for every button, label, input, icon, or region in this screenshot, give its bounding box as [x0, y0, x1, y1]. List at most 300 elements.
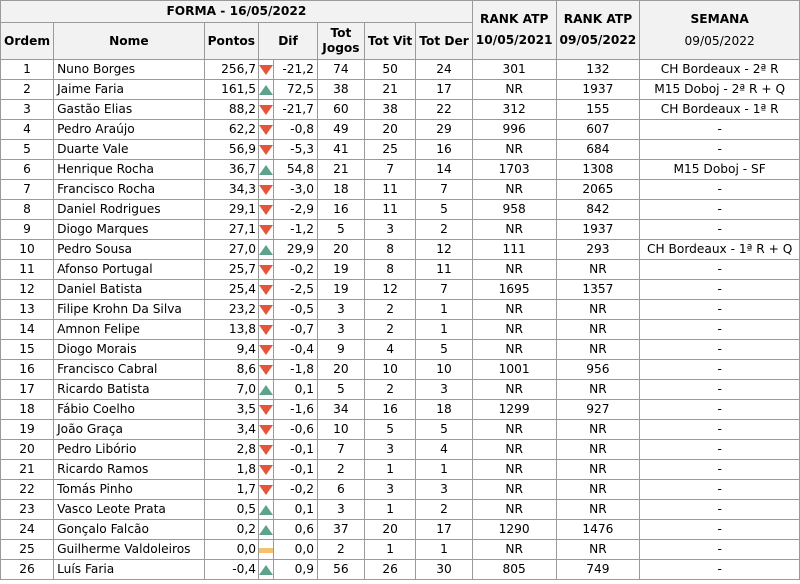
player-name: Filipe Krohn Da Silva — [54, 300, 205, 320]
rank-2022-cell: NR — [556, 440, 640, 460]
table-row — [1, 160, 800, 180]
triangle-up-icon — [259, 240, 274, 260]
tot-der-cell: 22 — [416, 100, 473, 120]
dif-cell: -3,0 — [274, 180, 318, 200]
tot-der-cell: 14 — [416, 160, 473, 180]
dif-cell: 72,5 — [274, 80, 318, 100]
tot-der-cell: 1 — [416, 540, 473, 560]
table-row — [1, 460, 800, 480]
semana-cell: - — [640, 220, 800, 240]
dif-cell: -0,6 — [274, 420, 318, 440]
dif-cell: -0,1 — [274, 440, 318, 460]
tot-jogos-cell: 41 — [317, 140, 364, 160]
rank-2021-cell: NR — [472, 180, 556, 200]
tot-der-cell: 10 — [416, 360, 473, 380]
ordem-cell: 24 — [1, 520, 54, 540]
ordem-cell: 5 — [1, 140, 54, 160]
triangle-up-icon — [259, 160, 274, 180]
ordem-cell: 19 — [1, 420, 54, 440]
ordem-cell: 8 — [1, 200, 54, 220]
col-nome: Nome — [54, 23, 205, 60]
ordem-cell: 6 — [1, 160, 54, 180]
dif-cell: 0,9 — [274, 560, 318, 580]
player-name: Luís Faria — [54, 560, 205, 580]
tot-der-cell: 2 — [416, 220, 473, 240]
table-row — [1, 400, 800, 420]
player-name: Henrique Rocha — [54, 160, 205, 180]
tot-jogos-cell: 34 — [317, 400, 364, 420]
tot-vit-cell: 5 — [364, 420, 415, 440]
tot-vit-cell: 1 — [364, 500, 415, 520]
tot-vit-cell: 38 — [364, 100, 415, 120]
semana-cell: - — [640, 300, 800, 320]
rank-atp-2021-header — [472, 1, 556, 60]
tot-jogos-cell: 9 — [317, 340, 364, 360]
tot-der-cell: 12 — [416, 240, 473, 260]
triangle-down-icon — [259, 440, 274, 460]
triangle-down-icon — [259, 420, 274, 440]
rank-2021-cell: NR — [472, 420, 556, 440]
player-name: Tomás Pinho — [54, 480, 205, 500]
rank-2021-cell: NR — [472, 340, 556, 360]
pontos-cell: 0,5 — [204, 500, 258, 520]
semana-cell: - — [640, 500, 800, 520]
table-row — [1, 320, 800, 340]
dif-cell: 0,1 — [274, 500, 318, 520]
player-name: Gonçalo Falcão — [54, 520, 205, 540]
rank-2022-cell: NR — [556, 540, 640, 560]
pontos-cell: 27,1 — [204, 220, 258, 240]
semana-date: 09/05/2022 — [684, 34, 755, 48]
rank-2021-cell: 805 — [472, 560, 556, 580]
player-name: Francisco Rocha — [54, 180, 205, 200]
pontos-cell: 88,2 — [204, 100, 258, 120]
tot-vit-cell: 16 — [364, 400, 415, 420]
ordem-cell: 12 — [1, 280, 54, 300]
pontos-cell: 25,7 — [204, 260, 258, 280]
tot-jogos-cell: 49 — [317, 120, 364, 140]
semana-cell: - — [640, 180, 800, 200]
tot-vit-cell: 1 — [364, 540, 415, 560]
semana-cell: - — [640, 520, 800, 540]
dif-cell: -0,7 — [274, 320, 318, 340]
rank-2021-cell: 1001 — [472, 360, 556, 380]
ordem-cell: 26 — [1, 560, 54, 580]
rank-date-2022: 09/05/2022 — [559, 33, 637, 47]
table-row — [1, 360, 800, 380]
dif-cell: -2,5 — [274, 280, 318, 300]
triangle-up-icon — [259, 80, 274, 100]
tot-der-cell: 17 — [416, 80, 473, 100]
pontos-cell: 56,9 — [204, 140, 258, 160]
rank-2021-cell: NR — [472, 80, 556, 100]
player-name: Daniel Rodrigues — [54, 200, 205, 220]
tot-jogos-cell: 16 — [317, 200, 364, 220]
triangle-down-icon — [259, 200, 274, 220]
col-ordem: Ordem — [1, 23, 54, 60]
ordem-cell: 25 — [1, 540, 54, 560]
triangle-down-icon — [259, 60, 274, 80]
triangle-down-icon — [259, 260, 274, 280]
ordem-cell: 7 — [1, 180, 54, 200]
pontos-cell: 9,4 — [204, 340, 258, 360]
semana-header — [640, 1, 800, 60]
player-name: Vasco Leote Prata — [54, 500, 205, 520]
player-name: Afonso Portugal — [54, 260, 205, 280]
tot-der-cell: 5 — [416, 340, 473, 360]
rank-2022-cell: NR — [556, 460, 640, 480]
triangle-down-icon — [259, 280, 274, 300]
tot-der-cell: 11 — [416, 260, 473, 280]
player-name: Daniel Batista — [54, 280, 205, 300]
tot-jogos-cell: 21 — [317, 160, 364, 180]
pontos-cell: 161,5 — [204, 80, 258, 100]
tot-der-cell: 1 — [416, 460, 473, 480]
tot-der-cell: 1 — [416, 320, 473, 340]
table-row — [1, 440, 800, 460]
tot-der-cell: 18 — [416, 400, 473, 420]
pontos-cell: 256,7 — [204, 60, 258, 80]
table-row — [1, 480, 800, 500]
ordem-cell: 17 — [1, 380, 54, 400]
rank-2021-cell: 958 — [472, 200, 556, 220]
dif-cell: 0,6 — [274, 520, 318, 540]
semana-cell: - — [640, 540, 800, 560]
ordem-cell: 13 — [1, 300, 54, 320]
dif-cell: -0,2 — [274, 260, 318, 280]
flat-bar-icon — [259, 540, 274, 560]
pontos-cell: 7,0 — [204, 380, 258, 400]
tot-jogos-cell: 19 — [317, 280, 364, 300]
rank-2022-cell: NR — [556, 260, 640, 280]
triangle-down-icon — [259, 480, 274, 500]
tot-der-cell: 1 — [416, 300, 473, 320]
forma-title: FORMA - 16/05/2022 — [1, 1, 473, 23]
tot-der-cell: 3 — [416, 380, 473, 400]
player-name: Diogo Morais — [54, 340, 205, 360]
semana-label: SEMANA — [690, 12, 749, 26]
player-name: Diogo Marques — [54, 220, 205, 240]
tot-vit-cell: 8 — [364, 260, 415, 280]
table-row — [1, 540, 800, 560]
tot-vit-cell: 2 — [364, 300, 415, 320]
tot-jogos-cell: 19 — [317, 260, 364, 280]
table-row — [1, 520, 800, 540]
tot-der-cell: 7 — [416, 180, 473, 200]
semana-cell: M15 Doboj - 2ª R + Q — [640, 80, 800, 100]
rank-2022-cell: 1357 — [556, 280, 640, 300]
tot-der-cell: 3 — [416, 480, 473, 500]
player-name: Jaime Faria — [54, 80, 205, 100]
rank-2022-cell: 1308 — [556, 160, 640, 180]
tot-jogos-cell: 37 — [317, 520, 364, 540]
player-name: Fábio Coelho — [54, 400, 205, 420]
tot-vit-cell: 8 — [364, 240, 415, 260]
dif-cell: 0,1 — [274, 380, 318, 400]
rank-atp-2022-header — [556, 1, 640, 60]
pontos-cell: 2,8 — [204, 440, 258, 460]
rank-2021-cell: 312 — [472, 100, 556, 120]
triangle-down-icon — [259, 360, 274, 380]
ordem-cell: 18 — [1, 400, 54, 420]
col-tot-der: Tot Der — [416, 23, 473, 60]
triangle-down-icon — [259, 400, 274, 420]
tot-der-cell: 30 — [416, 560, 473, 580]
table-row — [1, 380, 800, 400]
rank-2021-cell: NR — [472, 500, 556, 520]
tot-vit-cell: 10 — [364, 360, 415, 380]
rank-2022-cell: NR — [556, 320, 640, 340]
table-row — [1, 120, 800, 140]
pontos-cell: 23,2 — [204, 300, 258, 320]
pontos-cell: -0,4 — [204, 560, 258, 580]
ordem-cell: 23 — [1, 500, 54, 520]
rank-2022-cell: NR — [556, 420, 640, 440]
semana-cell: CH Bordeaux - 2ª R — [640, 60, 800, 80]
dif-cell: -2,9 — [274, 200, 318, 220]
semana-cell: - — [640, 440, 800, 460]
rank-2022-cell: 956 — [556, 360, 640, 380]
ordem-cell: 4 — [1, 120, 54, 140]
ordem-cell: 21 — [1, 460, 54, 480]
semana-cell: - — [640, 420, 800, 440]
rank-2022-cell: 1476 — [556, 520, 640, 540]
rank-2022-cell: 927 — [556, 400, 640, 420]
dif-cell: -0,8 — [274, 120, 318, 140]
player-name: Ricardo Ramos — [54, 460, 205, 480]
rank-2021-cell: 1299 — [472, 400, 556, 420]
tot-jogos-cell: 60 — [317, 100, 364, 120]
pontos-cell: 8,6 — [204, 360, 258, 380]
tot-jogos-cell: 3 — [317, 320, 364, 340]
table-row — [1, 340, 800, 360]
pontos-cell: 0,0 — [204, 540, 258, 560]
rank-2021-cell: NR — [472, 320, 556, 340]
tot-jogos-cell: 5 — [317, 220, 364, 240]
rank-2021-cell: 1290 — [472, 520, 556, 540]
player-name: Gastão Elias — [54, 100, 205, 120]
rank-2021-cell: NR — [472, 440, 556, 460]
tot-jogos-cell: 3 — [317, 500, 364, 520]
dif-cell: -1,2 — [274, 220, 318, 240]
dif-cell: 54,8 — [274, 160, 318, 180]
semana-cell: - — [640, 400, 800, 420]
rank-2021-cell: 996 — [472, 120, 556, 140]
pontos-cell: 36,7 — [204, 160, 258, 180]
pontos-cell: 25,4 — [204, 280, 258, 300]
rank-2021-cell: NR — [472, 380, 556, 400]
table-row — [1, 500, 800, 520]
tot-vit-cell: 4 — [364, 340, 415, 360]
tot-jogos-cell: 56 — [317, 560, 364, 580]
ordem-cell: 11 — [1, 260, 54, 280]
ordem-cell: 3 — [1, 100, 54, 120]
dif-cell: -1,6 — [274, 400, 318, 420]
triangle-up-icon — [259, 380, 274, 400]
tot-vit-cell: 2 — [364, 380, 415, 400]
tot-jogos-cell: 38 — [317, 80, 364, 100]
pontos-cell: 62,2 — [204, 120, 258, 140]
tot-vit-cell: 12 — [364, 280, 415, 300]
rank-2021-cell: NR — [472, 540, 556, 560]
semana-cell: - — [640, 120, 800, 140]
rank-2022-cell: 1937 — [556, 80, 640, 100]
rank-2022-cell: 293 — [556, 240, 640, 260]
tot-jogos-cell: 10 — [317, 420, 364, 440]
player-name: Guilherme Valdoleiros — [54, 540, 205, 560]
tot-vit-cell: 21 — [364, 80, 415, 100]
semana-cell: - — [640, 480, 800, 500]
pontos-cell: 1,8 — [204, 460, 258, 480]
rank-date-2021: 10/05/2021 — [475, 33, 553, 47]
tot-der-cell: 5 — [416, 420, 473, 440]
rank-2021-cell: 301 — [472, 60, 556, 80]
tot-jogos-cell: 2 — [317, 540, 364, 560]
rank-2022-cell: NR — [556, 480, 640, 500]
table-row — [1, 420, 800, 440]
col-tot-jogos-line1: Tot — [330, 26, 352, 40]
pontos-cell: 13,8 — [204, 320, 258, 340]
pontos-cell: 34,3 — [204, 180, 258, 200]
tot-jogos-cell: 74 — [317, 60, 364, 80]
triangle-down-icon — [259, 300, 274, 320]
table-row — [1, 100, 800, 120]
table-row — [1, 240, 800, 260]
ordem-cell: 2 — [1, 80, 54, 100]
triangle-down-icon — [259, 460, 274, 480]
triangle-down-icon — [259, 220, 274, 240]
table-row — [1, 300, 800, 320]
tot-jogos-cell: 20 — [317, 360, 364, 380]
tot-der-cell: 4 — [416, 440, 473, 460]
col-tot-jogos-line2: Jogos — [322, 41, 360, 55]
dif-cell: -1,8 — [274, 360, 318, 380]
rank-2022-cell: 607 — [556, 120, 640, 140]
col-tot-vit: Tot Vit — [364, 23, 415, 60]
tot-jogos-cell: 5 — [317, 380, 364, 400]
table-row — [1, 260, 800, 280]
table-row — [1, 280, 800, 300]
tot-jogos-cell: 3 — [317, 300, 364, 320]
semana-cell: - — [640, 280, 800, 300]
col-pontos: Pontos — [204, 23, 258, 60]
semana-cell: - — [640, 200, 800, 220]
dif-cell: -0,2 — [274, 480, 318, 500]
tot-der-cell: 5 — [416, 200, 473, 220]
triangle-up-icon — [259, 560, 274, 580]
tot-vit-cell: 25 — [364, 140, 415, 160]
pontos-cell: 3,4 — [204, 420, 258, 440]
player-name: Amnon Felipe — [54, 320, 205, 340]
rank-2022-cell: NR — [556, 300, 640, 320]
ordem-cell: 22 — [1, 480, 54, 500]
ordem-cell: 10 — [1, 240, 54, 260]
tot-vit-cell: 3 — [364, 440, 415, 460]
table-row — [1, 220, 800, 240]
rank-2022-cell: 132 — [556, 60, 640, 80]
rank-2022-cell: NR — [556, 380, 640, 400]
triangle-down-icon — [259, 120, 274, 140]
triangle-down-icon — [259, 140, 274, 160]
col-dif: Dif — [259, 23, 318, 60]
tot-der-cell: 17 — [416, 520, 473, 540]
tot-jogos-cell: 18 — [317, 180, 364, 200]
rank-2021-cell: NR — [472, 480, 556, 500]
player-name: Pedro Libório — [54, 440, 205, 460]
pontos-cell: 1,7 — [204, 480, 258, 500]
semana-cell: - — [640, 320, 800, 340]
table-row — [1, 140, 800, 160]
table-row — [1, 80, 800, 100]
rank-2022-cell: 749 — [556, 560, 640, 580]
rank-2021-cell: 1695 — [472, 280, 556, 300]
dif-cell: -0,1 — [274, 460, 318, 480]
rank-2021-cell: NR — [472, 460, 556, 480]
tot-vit-cell: 2 — [364, 320, 415, 340]
tot-vit-cell: 20 — [364, 520, 415, 540]
semana-cell: - — [640, 340, 800, 360]
rank-atp-label: RANK ATP — [563, 12, 633, 26]
tot-jogos-cell: 2 — [317, 460, 364, 480]
player-name: Pedro Araújo — [54, 120, 205, 140]
pontos-cell: 3,5 — [204, 400, 258, 420]
pontos-cell: 0,2 — [204, 520, 258, 540]
tot-vit-cell: 1 — [364, 460, 415, 480]
table-body — [1, 60, 800, 580]
triangle-down-icon — [259, 180, 274, 200]
tot-vit-cell: 7 — [364, 160, 415, 180]
triangle-down-icon — [259, 320, 274, 340]
rank-2022-cell: 684 — [556, 140, 640, 160]
semana-cell: - — [640, 560, 800, 580]
semana-cell: - — [640, 360, 800, 380]
tot-vit-cell: 3 — [364, 220, 415, 240]
ordem-cell: 1 — [1, 60, 54, 80]
rank-2022-cell: 842 — [556, 200, 640, 220]
rank-2022-cell: 2065 — [556, 180, 640, 200]
rank-2022-cell: 1937 — [556, 220, 640, 240]
semana-cell: M15 Doboj - SF — [640, 160, 800, 180]
tot-vit-cell: 11 — [364, 180, 415, 200]
tot-der-cell: 16 — [416, 140, 473, 160]
rank-2022-cell: 155 — [556, 100, 640, 120]
semana-cell: - — [640, 460, 800, 480]
player-name: João Graça — [54, 420, 205, 440]
player-name: Ricardo Batista — [54, 380, 205, 400]
ordem-cell: 16 — [1, 360, 54, 380]
rank-2021-cell: NR — [472, 300, 556, 320]
table-row — [1, 560, 800, 580]
semana-cell: CH Bordeaux - 1ª R — [640, 100, 800, 120]
tot-jogos-cell: 7 — [317, 440, 364, 460]
player-name: Duarte Vale — [54, 140, 205, 160]
dif-cell: 29,9 — [274, 240, 318, 260]
rank-2021-cell: 111 — [472, 240, 556, 260]
semana-cell: - — [640, 140, 800, 160]
dif-cell: -21,2 — [274, 60, 318, 80]
tot-vit-cell: 3 — [364, 480, 415, 500]
semana-cell: CH Bordeaux - 1ª R + Q — [640, 240, 800, 260]
pontos-cell: 27,0 — [204, 240, 258, 260]
player-name: Francisco Cabral — [54, 360, 205, 380]
player-name: Pedro Sousa — [54, 240, 205, 260]
table-row — [1, 60, 800, 80]
tot-vit-cell: 20 — [364, 120, 415, 140]
tot-jogos-cell: 20 — [317, 240, 364, 260]
triangle-up-icon — [259, 500, 274, 520]
dif-cell: -5,3 — [274, 140, 318, 160]
tot-der-cell: 2 — [416, 500, 473, 520]
